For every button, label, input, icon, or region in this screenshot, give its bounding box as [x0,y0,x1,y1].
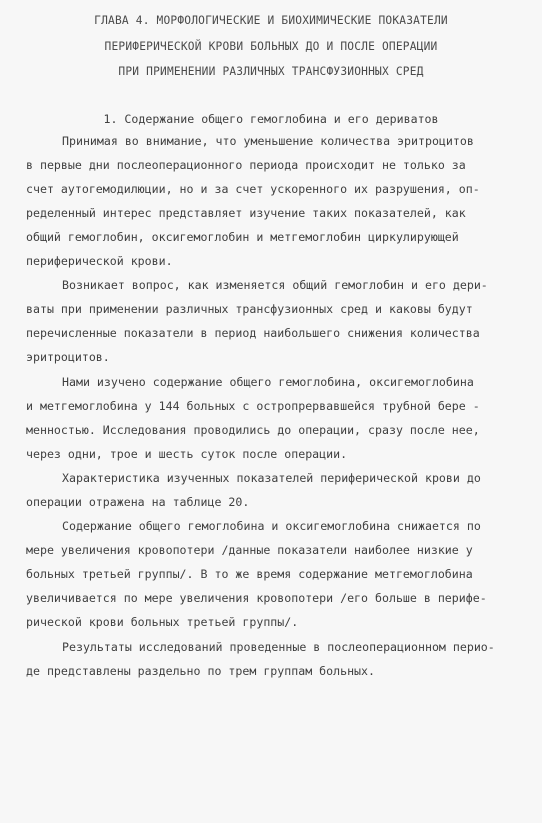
text-line: Принимая во внимание, что уменьшение количества эритроцитов [62,134,474,148]
section-title: 1. Содержание общего гемоглобина и его дериватов [103,112,439,126]
text-line: Нами изучено содержание общего гемоглобина, оксигемоглобина [62,375,474,389]
text-line: менностью. Исследования проводились до операции, сразу после нее, [26,423,480,437]
text-line: счет аутогемодилюции, но и за счет ускоренного их разрушения, оп- [26,182,480,196]
text-line: мере увеличения кровопотери /данные показатели наиболее низкие у [26,543,473,557]
text-line: Возникает вопрос, как изменяется общий гемоглобин и его дери- [62,278,488,292]
text-line: эритроцитов. [26,350,110,364]
chapter-title-line-3: ПРИ ПРИМЕНЕНИИ РАЗЛИЧНЫХ ТРАНСФУЗИОННЫХ СРЕД [118,65,424,78]
text-line: Характеристика изученных показателей периферической крови до [62,471,481,485]
text-line: ваты при применении различных трансфузионных сред и каковы будут [26,302,473,316]
text-line: через одни, трое и шесть суток после операции. [26,447,348,461]
text-line: Результаты исследований проведенные в послеоперационном перио- [62,640,495,654]
text-line: в первые дни послеоперационного периода происходит не только за [26,158,466,172]
text-line: Содержание общего гемоглобина и оксигемоглобина снижается по [62,519,481,533]
text-line: де представлены раздельно по трем группам больных. [26,664,376,678]
text-line: рической крови больных третьей группы/. [26,615,299,629]
text-line: периферической крови. [26,254,173,268]
chapter-title-line-1: ГЛАВА 4. МОРФОЛОГИЧЕСКИЕ И БИОХИМИЧЕСКИЕ ПОКАЗАТЕЛИ [94,14,448,27]
text-line: общий гемоглобин, оксигемоглобин и метгемоглобин циркулирующей [26,230,459,244]
text-line: больных третьей группы/. В то же время содержание метгемоглобина [26,567,473,581]
text-line: увеличивается по мере увеличения кровопотери /его больше в перифе- [26,591,487,605]
text-line: операции отражена на таблице 20. [26,495,250,509]
text-line: ределенный интерес представляет изучение таких показателей, как [26,206,466,220]
text-line: и метгемоглобина у 144 больных с остропрервавшейся трубной бере - [26,399,480,413]
chapter-title-line-2: ПЕРИФЕРИЧЕСКОЙ КРОВИ БОЛЬНЫХ ДО И ПОСЛЕ ОПЕРАЦИИ [104,40,438,53]
text-line: перечисленные показатели в период наибольшего снижения количества [26,326,480,340]
